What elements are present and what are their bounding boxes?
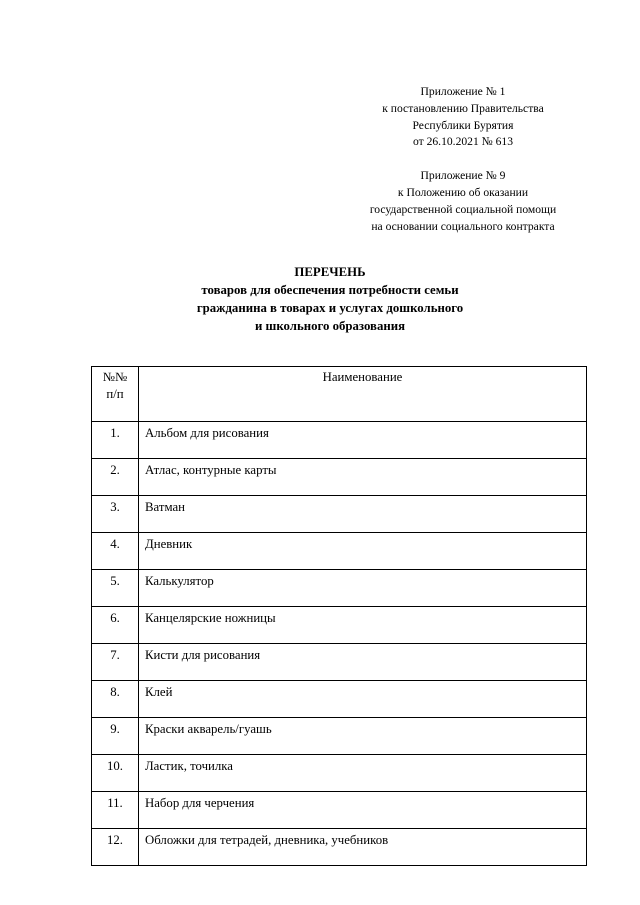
row-item-name: Кисти для рисования [139,644,587,681]
header-number-line2: п/п [106,387,124,401]
row-number: 1. [92,422,139,459]
table-row [92,644,587,681]
table-row [92,681,587,718]
table-row [92,607,587,644]
row-number: 10. [92,755,139,792]
row-number: 7. [92,644,139,681]
row-item-name: Калькулятор [139,570,587,607]
table-header [92,367,587,422]
header-number-line1: №№ [102,370,128,384]
table-row [92,829,587,866]
appendix-1-line: Приложение № 1 [420,85,506,98]
row-number: 11. [92,792,139,829]
table-row [92,792,587,829]
row-item-name: Клей [139,681,587,718]
row-item-name: Альбом для рисования [139,422,587,459]
row-number: 9. [92,718,139,755]
row-number: 8. [92,681,139,718]
row-item-name: Дневник [139,533,587,570]
row-item-name: Ластик, точилка [139,755,587,792]
row-item-name: Набор для черчения [139,792,587,829]
title-line: гражданина в товарах и услугах дошкольного [196,301,464,315]
table-header-row [92,367,587,422]
appendix-9-line: на основании социального контракта [371,219,555,233]
table-row [92,422,587,459]
table-row [92,459,587,496]
appendix-9-line: Приложение № 9 [420,169,506,183]
table-row [92,533,587,570]
row-number: 2. [92,459,139,496]
header-number [92,367,139,422]
appendix-9-block [348,168,578,235]
goods-table [91,366,587,866]
appendix-1-block [348,84,578,151]
row-item-name: Обложки для тетрадей, дневника, учебников [139,829,587,866]
appendix-9-line: государственной социальной помощи [369,202,557,216]
table-row [92,570,587,607]
row-number: 3. [92,496,139,533]
row-number: 4. [92,533,139,570]
appendix-1-line: от 26.10.2021 № 613 [412,135,514,149]
row-number: 12. [92,829,139,866]
table-row [92,755,587,792]
row-item-name: Канцелярские ножницы [139,607,587,644]
appendix-header [348,84,578,235]
table-body [92,422,587,866]
row-item-name: Атлас, контурные карты [139,459,587,496]
header-name: Наименование [139,367,587,422]
title-heading: ПЕРЕЧЕНЬ [294,265,366,279]
appendix-1-line: к постановлению Правительства [382,101,544,115]
title-line: товаров для обеспечения потребности семьи [201,283,459,297]
appendix-9-line: к Положению об оказании [397,185,529,199]
row-number: 5. [92,570,139,607]
document-title [90,263,570,335]
title-line: и школьного образования [254,319,406,333]
table-row [92,496,587,533]
table-row [92,718,587,755]
row-item-name: Ватман [139,496,587,533]
appendix-1-line: Республики Бурятия [412,118,514,132]
row-number: 6. [92,607,139,644]
row-item-name: Краски акварель/гуашь [139,718,587,755]
